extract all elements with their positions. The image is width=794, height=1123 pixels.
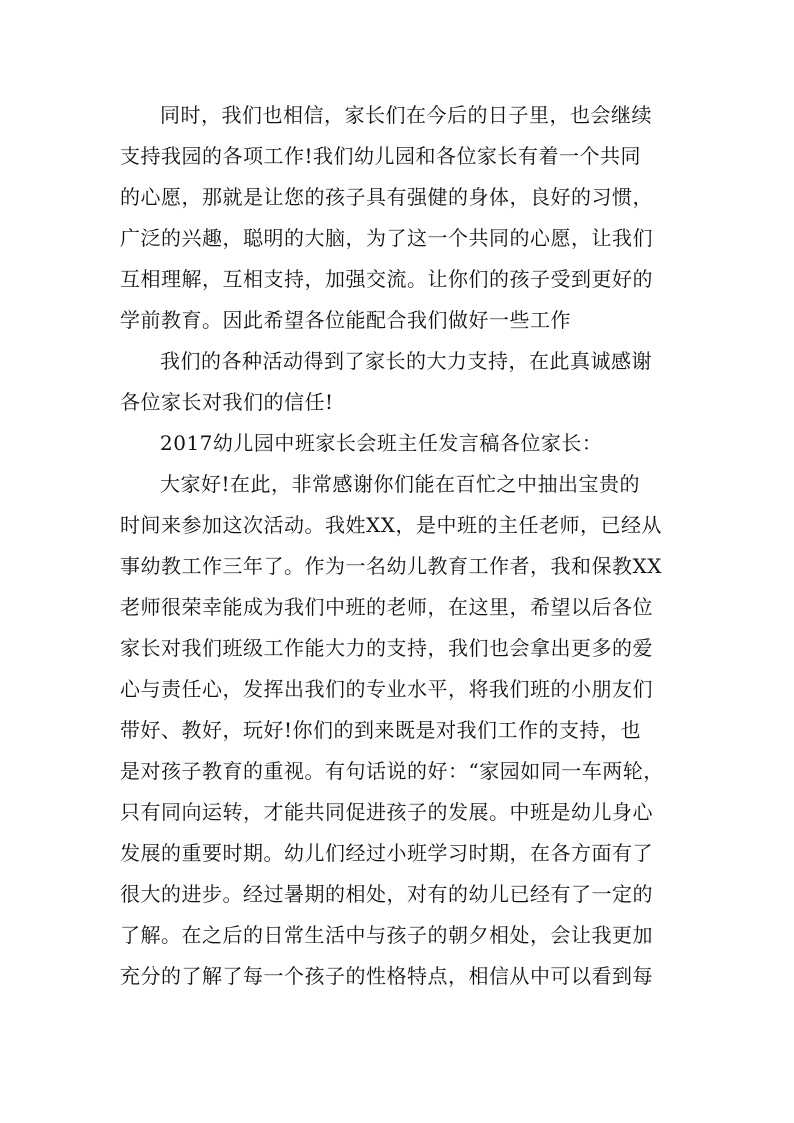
text-line: 支持我园的各项工作!我们幼儿园和各位家长有着一个共同 (120, 144, 642, 168)
section-heading-line: 2017幼儿园中班家长会班主任发言稿各位家长： (160, 431, 603, 455)
text-line: 事幼教工作三年了。作为一名幼儿教育工作者，我和保教XX (120, 554, 662, 578)
text-line: 心与责任心，发挥出我们的专业水平，将我们班的小朋友们 (120, 677, 653, 701)
text-line: 大家好!在此，非常感谢你们能在百忙之中抽出宝贵的 (160, 472, 641, 496)
document-page (120, 95, 680, 997)
text-line: 充分的了解了每一个孩子的性格特点，相信从中可以看到每 (120, 964, 653, 988)
text-line: 老师很荣幸能成为我们中班的老师，在这里，希望以后各位 (120, 595, 653, 619)
text-line: 家长对我们班级工作能大力的支持，我们也会拿出更多的爱 (120, 636, 653, 660)
text-line: 学前教育。因此希望各位能配合我们做好一些工作 (120, 308, 571, 332)
text-line: 了解。在之后的日常生活中与孩子的朝夕相处，会让我更加 (120, 923, 653, 947)
text-line: 的心愿，那就是让您的孩子具有强健的身体，良好的习惯， (120, 185, 653, 209)
text-line: 很大的进步。经过暑期的相处，对有的幼儿已经有了一定的 (120, 882, 653, 906)
text-line: 只有同向运转，才能共同促进孩子的发展。中班是幼儿身心 (120, 800, 653, 824)
text-line: 发展的重要时期。幼儿们经过小班学习时期，在各方面有了 (120, 841, 653, 865)
text-line: 是对孩子教育的重视。有句话说的好：“家园如同一车两轮， (120, 759, 664, 783)
text-line: 我们的各种活动得到了家长的大力支持，在此真诚感谢 (160, 349, 652, 373)
text-line: 广泛的兴趣，聪明的大脑，为了这一个共同的心愿，让我们 (120, 226, 653, 250)
text-line: 各位家长对我们的信任! (120, 390, 334, 414)
text-line: 带好、教好，玩好!你们的到来既是对我们工作的支持，也 (120, 718, 642, 742)
text-line: 互相理解，互相支持，加强交流。让你们的孩子受到更好的 (120, 267, 653, 291)
text-line: 同时，我们也相信，家长们在今后的日子里，也会继续 (160, 103, 652, 127)
text-line: 时间来参加这次活动。我姓XX，是中班的主任老师，已经从 (120, 513, 662, 537)
